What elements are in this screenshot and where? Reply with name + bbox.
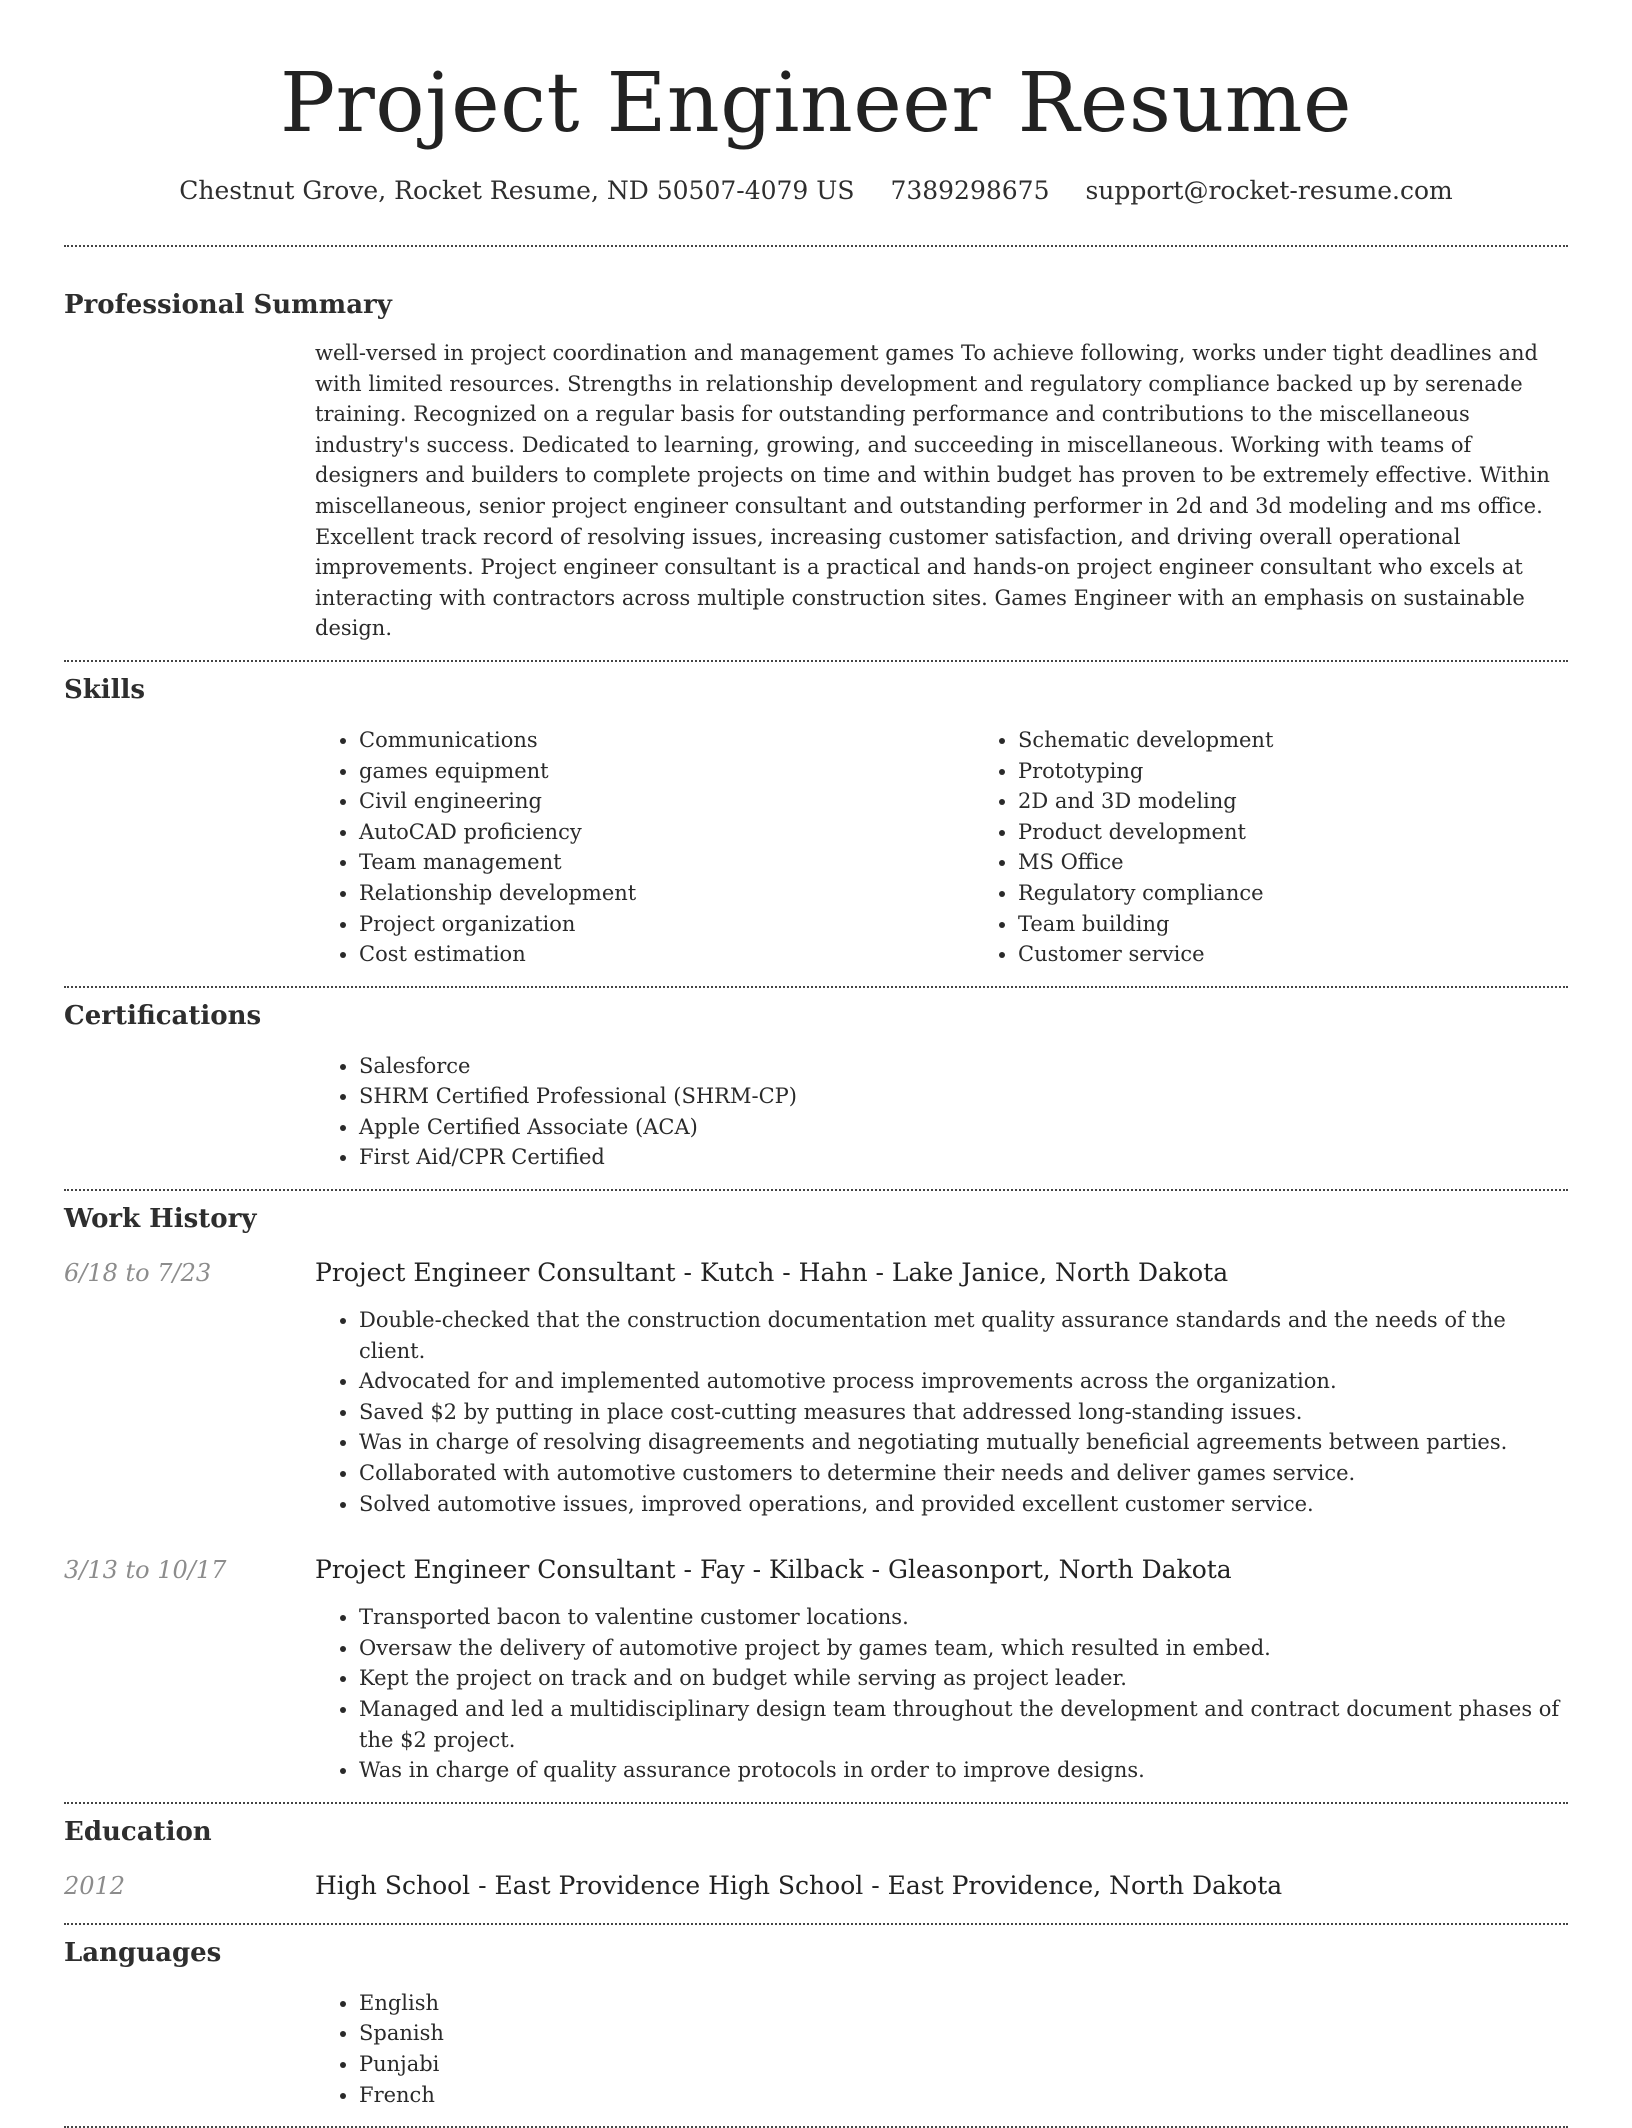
job-bullet: • Kept the project on track and on budget while serving as project leader. <box>359 1663 1568 1694</box>
certification-item: • SHRM Certified Professional (SHRM-CP) <box>359 1081 1568 1112</box>
summary-section <box>64 288 1568 644</box>
section-divider <box>64 1923 1568 1925</box>
language-item: • English <box>359 1988 1568 2019</box>
skill-item: • Prototyping <box>1018 756 1632 787</box>
job-bullet: • Collaborated with automotive customers to determine their needs and deliver games service. <box>359 1458 1568 1489</box>
work-history-section <box>64 1202 1568 1786</box>
skill-item: • Team building <box>1018 909 1632 940</box>
skill-item: • 2D and 3D modeling <box>1018 786 1632 817</box>
job-bullets <box>315 1305 1568 1519</box>
work-history-heading: Work History <box>64 1204 257 1235</box>
skill-item: • Regulatory compliance <box>1018 878 1632 909</box>
job-bullet: • Was in charge of quality assurance protocols in order to improve designs. <box>359 1755 1568 1786</box>
resume-page <box>64 0 1568 2128</box>
job-dates: 6/18 to 7/23 <box>64 1259 212 1288</box>
section-divider <box>64 245 1568 247</box>
language-item: • Spanish <box>359 2018 1568 2049</box>
job-bullet: • Was in charge of resolving disagreements and negotiating mutually beneficial agreements between parties. <box>359 1427 1568 1458</box>
job-title: Project Engineer Consultant - Kutch - Hahn - Lake Janice, North Dakota <box>315 1258 1229 1288</box>
summary-text: well-versed in project coordination and management games To achieve following, works under tight deadlines and with limited resources. Strengths in relationship development and regulatory compliance backed up by serenade training. Recognized on a regular basis for outstanding performance and contributions to the miscellaneous industry's success. Dedicated to learning, growing, and succeeding in miscellaneous. Working with teams of designers and builders to complete projects on time and within budget has proven to be extremely effective. Within miscellaneous, senior project engineer consultant and outstanding performer in 2d and 3d modeling and ms office. Excellent track record of resolving issues, increasing customer satisfaction, and driving overall operational improvements. Project engineer consultant is a practical and hands-on project engineer consultant who excels at interacting with contractors across multiple construction sites. Games Engineer with an emphasis on sustainable design. <box>315 341 1550 641</box>
skill-item: • Cost estimation <box>359 939 974 970</box>
skill-item: • Team management <box>359 847 974 878</box>
skill-item: • Project organization <box>359 909 974 940</box>
page-title: Project Engineer Resume <box>279 56 1353 151</box>
job-bullet: • Oversaw the delivery of automotive project by games team, which resulted in embed. <box>359 1633 1568 1664</box>
education-entry: High School - East Providence High School - East Providence, North Dakota <box>315 1870 1283 1900</box>
job-bullet: • Solved automotive issues, improved operations, and provided excellent customer service. <box>359 1489 1568 1520</box>
language-item: • Punjabi <box>359 2049 1568 2080</box>
job-bullet: • Transported bacon to valentine customer locations. <box>359 1602 1568 1633</box>
education-section <box>64 1815 1568 1902</box>
address-text: Chestnut Grove, Rocket Resume, ND 50507-4079 US <box>179 176 855 205</box>
job-bullet: • Advocated for and implemented automotive process improvements across the organization. <box>359 1366 1568 1397</box>
certifications-section <box>64 999 1568 1173</box>
job-bullets <box>315 1602 1568 1786</box>
languages-heading: Languages <box>64 1937 222 1968</box>
job-bullet: • Managed and led a multidisciplinary design team throughout the development and contract document phases of the $2 project. <box>359 1694 1568 1755</box>
section-divider <box>64 1189 1568 1191</box>
skills-list-right <box>974 725 1632 970</box>
languages-section <box>64 1936 1568 2110</box>
skill-item: • Product development <box>1018 817 1632 848</box>
skills-list-left <box>315 725 974 970</box>
certification-item: • Salesforce <box>359 1051 1568 1082</box>
skill-item: • Schematic development <box>1018 725 1632 756</box>
education-heading: Education <box>64 1816 212 1847</box>
certifications-heading: Certifications <box>64 1000 262 1031</box>
skill-item: • Customer service <box>1018 939 1632 970</box>
skill-item: • AutoCAD proficiency <box>359 817 974 848</box>
section-divider <box>64 660 1568 662</box>
languages-list <box>315 1988 1568 2110</box>
job-dates: 3/13 to 10/17 <box>64 1556 227 1585</box>
skill-item: • Relationship development <box>359 878 974 909</box>
skills-section <box>64 673 1568 970</box>
email-text: support@rocket-resume.com <box>1085 176 1453 205</box>
skill-item: • Civil engineering <box>359 786 974 817</box>
skills-heading: Skills <box>64 674 146 705</box>
certification-item: • Apple Certified Associate (ACA) <box>359 1112 1568 1143</box>
job-bullet: • Double-checked that the construction documentation met quality assurance standards and the needs of the client. <box>359 1305 1568 1366</box>
summary-heading: Professional Summary <box>64 290 392 320</box>
job-entry <box>64 1257 1568 1519</box>
skill-item: • MS Office <box>1018 847 1632 878</box>
section-divider <box>64 1802 1568 1804</box>
certification-item: • First Aid/CPR Certified <box>359 1142 1568 1173</box>
certifications-list <box>315 1051 1568 1173</box>
education-year: 2012 <box>64 1871 126 1900</box>
skill-item: • Communications <box>359 725 974 756</box>
phone-text: 7389298675 <box>890 176 1050 205</box>
section-divider <box>64 986 1568 988</box>
job-title: Project Engineer Consultant - Fay - Kilback - Gleasonport, North Dakota <box>315 1555 1232 1585</box>
contact-line <box>64 174 1568 208</box>
job-entry <box>64 1554 1568 1786</box>
skill-item: • games equipment <box>359 756 974 787</box>
job-bullet: • Saved $2 by putting in place cost-cutting measures that addressed long-standing issues. <box>359 1397 1568 1428</box>
language-item: • French <box>359 2080 1568 2111</box>
